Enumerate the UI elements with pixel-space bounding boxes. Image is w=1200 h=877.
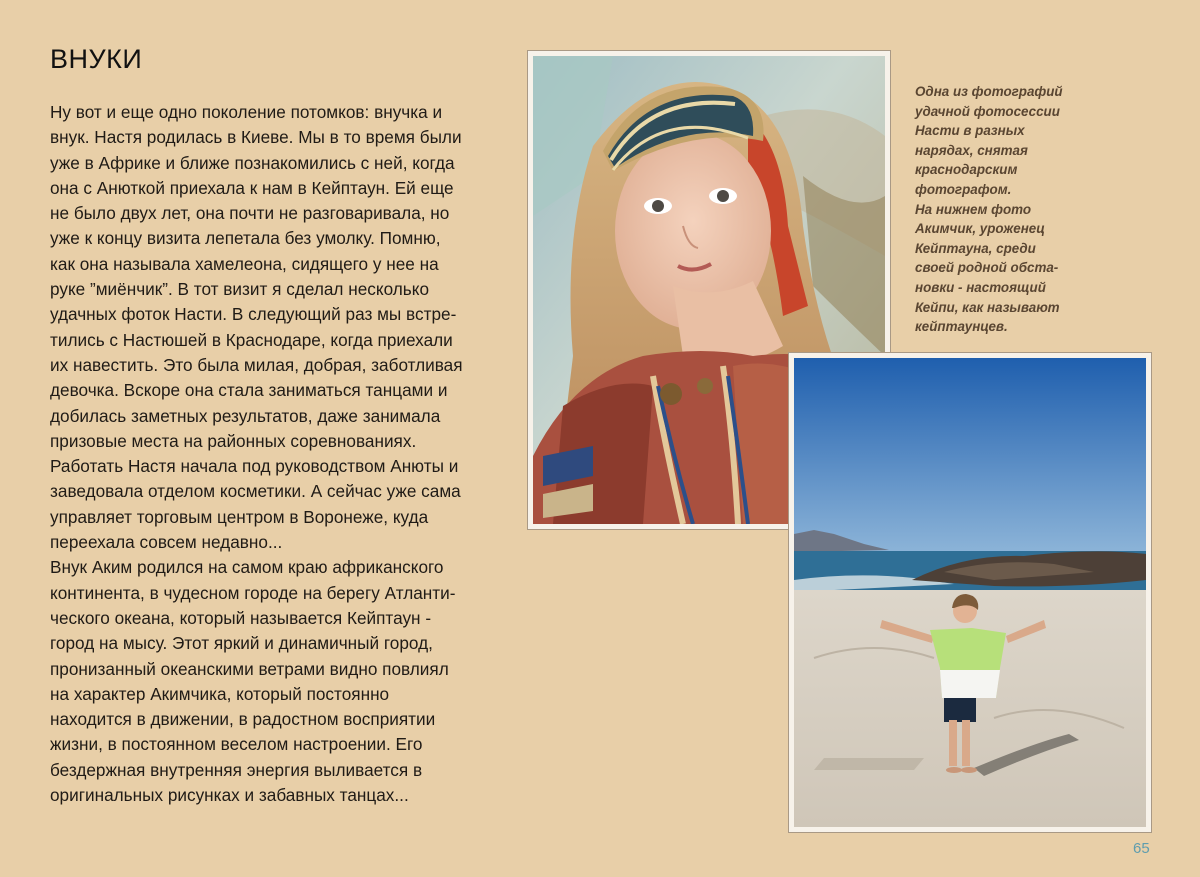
photo-boy-beach (788, 352, 1152, 833)
caption-text: Одна из фотографий удачной фотосессии Насти в разных нарядах, снятая краснодарским фотографом. На нижнем фото Акимчик, уроженец Кейптауна, среди своей родной обста- новки - настоящий Кейпи, как называют кейптаунцев. (915, 84, 1063, 335)
boy-beach-image (794, 358, 1146, 827)
page-number: 65 (1133, 840, 1150, 857)
photo-caption (915, 82, 1115, 337)
body-text (50, 100, 490, 808)
paragraph-grandson: Внук Аким родился на самом краю африканского континента, в чудесном городе на берегу Атланти- ческого океана, который называется Кейптаун - город на мысу. Этот яркий и динамичный город, пронизанный океанскими ветрами видно повлиял на характер Акимчика, который постоянно находится в движении, в радостном восприятии жизни, в постоянном веселом настроении. Его бездержная внутренняя энергия выливается в оригинальных рисунках и забавных танцах... (50, 557, 456, 806)
paragraph-granddaughter: Ну вот и еще одно поколение потомков: внучка и внук. Настя родилась в Киеве. Мы в то время были уже в Африке и ближе познакомились с ней, когда она с Анюткой приехала к нам в Кейптаун. Ей еще не было двух лет, она почти не разговаривала, но уже к концу визита лепетала без умолку. Помню, как она называла хамелеона, сидящего у нее на руке ”миёнчик”. В тот визит я сделал несколько удачных фоток Насти. В следующий раз мы встре- тились с Настюшей в Краснодаре, когда приехали их навестить. Это была милая, добрая, заботливая девочка. Вскоре она стала заниматься танцами и добилась заметных результатов, даже занимала призовые места на районных соревнованиях. Работать Настя начала под руководством Анюты и заведовала отделом косметики. А сейчас уже сама управляет торговым центром в Воронеже, куда переехала совсем недавно... (50, 102, 463, 553)
page-title: ВНУКИ (50, 44, 143, 74)
